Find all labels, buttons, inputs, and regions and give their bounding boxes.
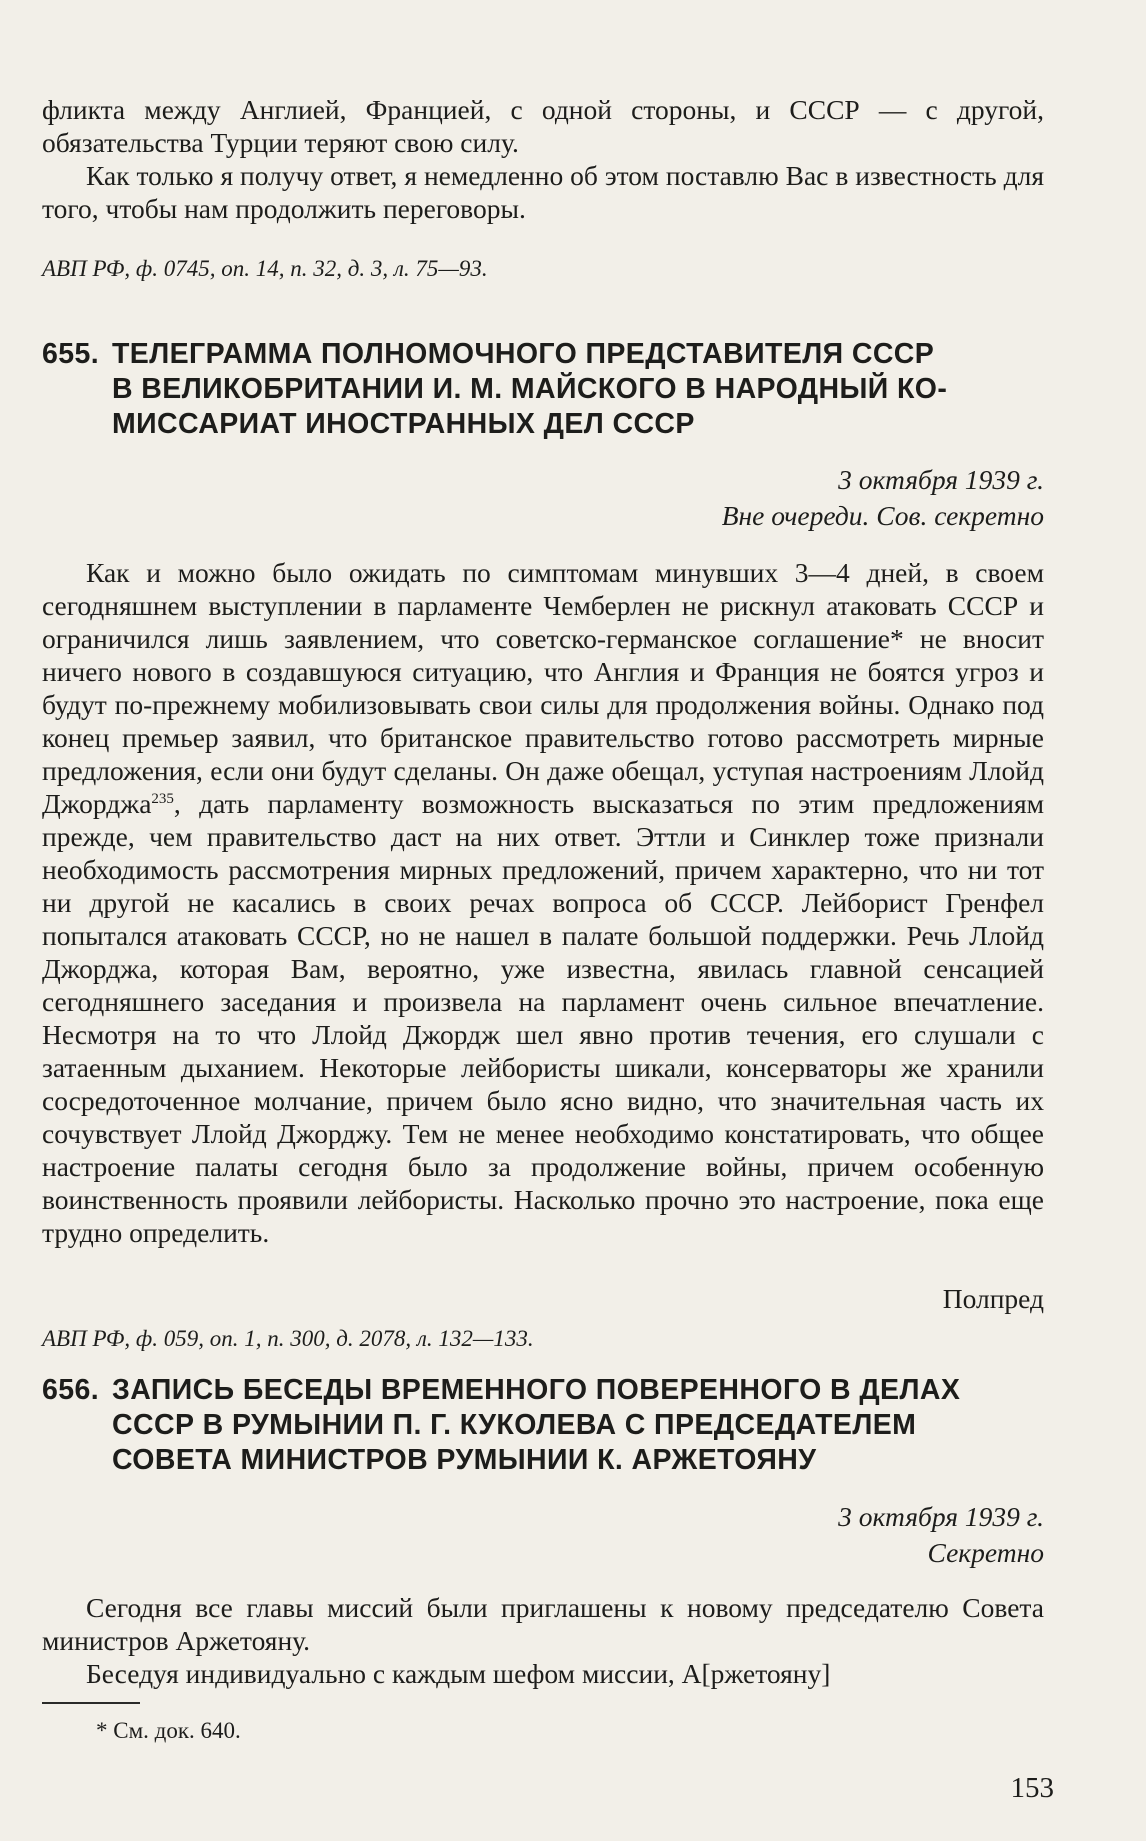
title-line-1: ТЕЛЕГРАММА ПОЛНОМОЧНОГО ПРЕДСТАВИТЕЛЯ СССР — [112, 338, 935, 370]
doc655-body — [42, 556, 1044, 1249]
doc-classification: Вне очереди. Сов. секретно — [721, 500, 1044, 531]
title-line-3: СОВЕТА МИНИСТРОВ РУМЫНИИ К. АРЖЕТОЯНУ — [112, 1444, 817, 1476]
body-text-part-2: , дать парламенту возможность высказаться по этим предложениям прежде, чем правительство даст на них ответ. Эттли и Синклер тоже признали необходимость рассмотрения мирных предложений, причем характерно, что ни тот ни другой не касались в своих речах вопроса об СССР. Лейборист Гренфел попытался атаковать СССР, но не нашел в палате большой поддержки. Речь Ллойд Джорджа, которая Вам, вероятно, уже известна, явилась главной сенсацией сегодняшнего заседания и произвела на парламент очень сильное впечатление. Несмотря на то что Ллойд Джордж шел явно против течения, его слушали с затаенным дыханием. Некоторые лейбористы шикали, консерваторы же хранили сосредоточенное молчание, причем было ясно видно, что значительная часть их сочувствует Ллойд Джорджу. Тем не менее необходимо констатировать, что общее настроение палаты сегодня было за продолжение войны, причем особенную воинственность проявили лейбористы. Насколько прочно это настроение, пока еще трудно определить. — [42, 788, 1044, 1248]
paragraph: фликта между Англией, Францией, с одной стороны, и СССР — с другой, обязательства Турции теряют свою силу. — [42, 94, 1044, 158]
paragraph — [42, 556, 1044, 1249]
archive-reference: АВП РФ, ф. 059, оп. 1, п. 300, д. 2078, л. 132—133. — [42, 1326, 534, 1351]
footnote-ref: 235 — [151, 790, 174, 807]
body-text-part-1: Как и можно было ожидать по симптомам минувших 3—4 дней, в своем сегодняшнем выступлении в парламенте Чемберлен не рискнул атаковать СССР и ограничился лишь заявлением, что советско-германское соглашение* не вносит ничего нового в создавшуюся ситуацию, что Англия и Франция не боятся угроз и будут по-прежнему мобилизовывать свои силы для продолжения войны. Однако под конец премьер заявил, что британское правительство готово рассмотреть мирные предложения, если они будут сделаны. Он даже обещал, уступая настроениям Ллойд Джорджа — [42, 557, 1044, 819]
footnote: * См. док. 640. — [96, 1718, 241, 1743]
footnote-area — [96, 1716, 896, 1746]
footnote-divider — [42, 1702, 140, 1704]
doc656-heading — [42, 1373, 1044, 1478]
paragraph: Беседуя индивидуально с каждым шефом миссии, А[ржетояну] — [86, 1658, 831, 1689]
doc-date: 3 октября 1939 г. — [838, 464, 1044, 495]
doc-number: 655. — [42, 338, 100, 370]
title-line-3: МИССАРИАТ ИНОСТРАННЫХ ДЕЛ СССР — [112, 408, 695, 440]
title-line-1: ЗАПИСЬ БЕСЕДЫ ВРЕМЕННОГО ПОВЕРЕННОГО В ДЕЛАХ — [112, 1374, 961, 1406]
doc655-signature — [42, 1282, 1044, 1315]
doc656-meta — [42, 1499, 1044, 1571]
paragraph: Как только я получу ответ, я немедленно об этом поставлю Вас в известность для того, чтобы нам продолжить переговоры. — [42, 160, 1044, 224]
doc-date: 3 октября 1939 г. — [838, 1501, 1044, 1532]
doc655-heading — [42, 337, 1044, 442]
doc654-continuation — [42, 93, 1044, 225]
doc655-archive-ref — [42, 1324, 1044, 1354]
doc-classification: Секретно — [927, 1537, 1044, 1568]
page-number: 153 — [1010, 1772, 1054, 1804]
title-line-2: СССР В РУМЫНИИ П. Г. КУКОЛЕВА С ПРЕДСЕДАТЕЛЕМ — [112, 1409, 917, 1441]
title-line-2: В ВЕЛИКОБРИТАНИИ И. М. МАЙСКОГО В НАРОДНЫЙ КО- — [112, 373, 948, 405]
signature: Полпред — [942, 1283, 1044, 1314]
archive-reference: АВП РФ, ф. 0745, оп. 14, п. 32, д. 3, л. 75—93. — [42, 256, 488, 281]
paragraph: Сегодня все главы миссий были приглашены к новому председателю Совета министров Аржетояну. — [42, 1592, 1044, 1656]
doc656-body — [42, 1591, 1044, 1690]
doc-number: 656. — [42, 1374, 100, 1406]
doc654-archive-ref — [42, 254, 1044, 284]
doc655-meta — [42, 462, 1044, 534]
